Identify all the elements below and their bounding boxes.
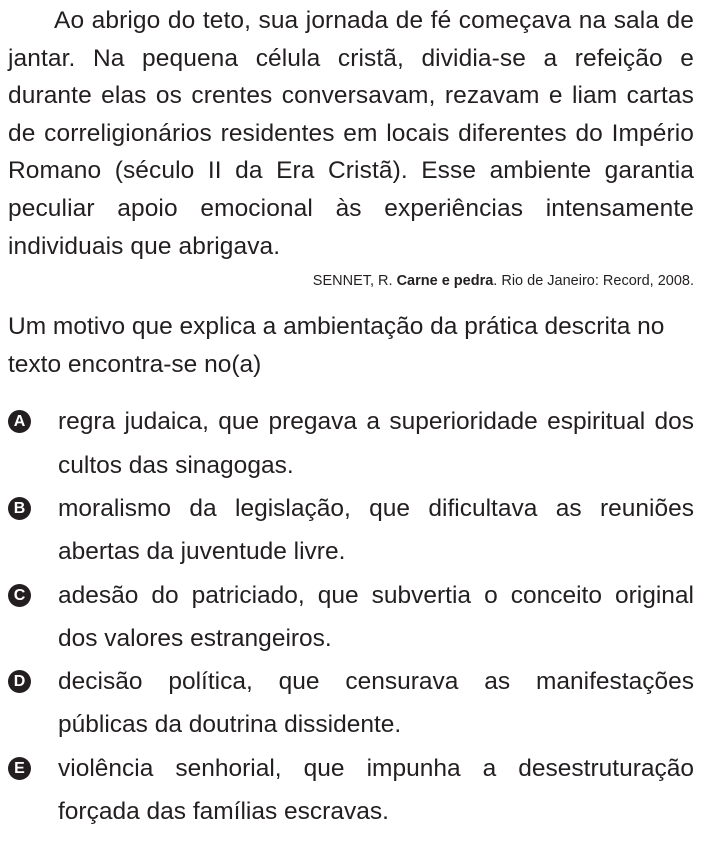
answer-options — [8, 400, 694, 833]
option-d-text: decisão política, que censurava as manifestações públicas da doutrina dissidente. — [58, 668, 694, 739]
citation-author: SENNET, R. — [312, 273, 393, 290]
option-d-letter-badge: D — [8, 670, 31, 693]
passage-text: Ao abrigo do teto, sua jornada de fé começava na sala de jantar. Na pequena célula cristã, dividia-se a refeição e durante elas os crentes conversavam, rezavam e liam cartas de correligionários residentes em locais diferentes do Império Romano (século II da Era Cristã). Esse ambiente garantia peculiar apoio emocional às experiências intensamente individuais que abrigava. — [8, 7, 694, 260]
option-c[interactable] — [8, 574, 694, 661]
citation — [8, 271, 694, 291]
option-a[interactable] — [8, 400, 694, 487]
option-e[interactable] — [8, 747, 694, 834]
option-b-letter-badge: B — [8, 497, 31, 520]
option-e-letter-badge: E — [8, 757, 31, 780]
exam-question — [8, 0, 694, 833]
option-c-letter-badge: C — [8, 584, 31, 607]
option-a-letter-badge: A — [8, 410, 31, 433]
citation-details: . Rio de Janeiro: Record, 2008. — [493, 273, 694, 290]
option-d[interactable] — [8, 660, 694, 747]
question-stem: Um motivo que explica a ambientação da prática descrita no texto encontra-se no(a) — [8, 313, 665, 378]
option-e-text: violência senhorial, que impunha a desestruturação forçada das famílias escravas. — [58, 754, 694, 826]
option-b-text: moralismo da legislação, que dificultava as reuniões abertas da juventude livre. — [58, 494, 694, 566]
option-a-text: regra judaica, que pregava a superioridade espiritual dos cultos das sinagogas. — [58, 408, 694, 479]
option-b[interactable] — [8, 487, 694, 574]
citation-title: Carne e pedra — [396, 273, 494, 290]
option-c-text: adesão do patriciado, que subvertia o conceito original dos valores estrangeiros. — [58, 581, 694, 652]
